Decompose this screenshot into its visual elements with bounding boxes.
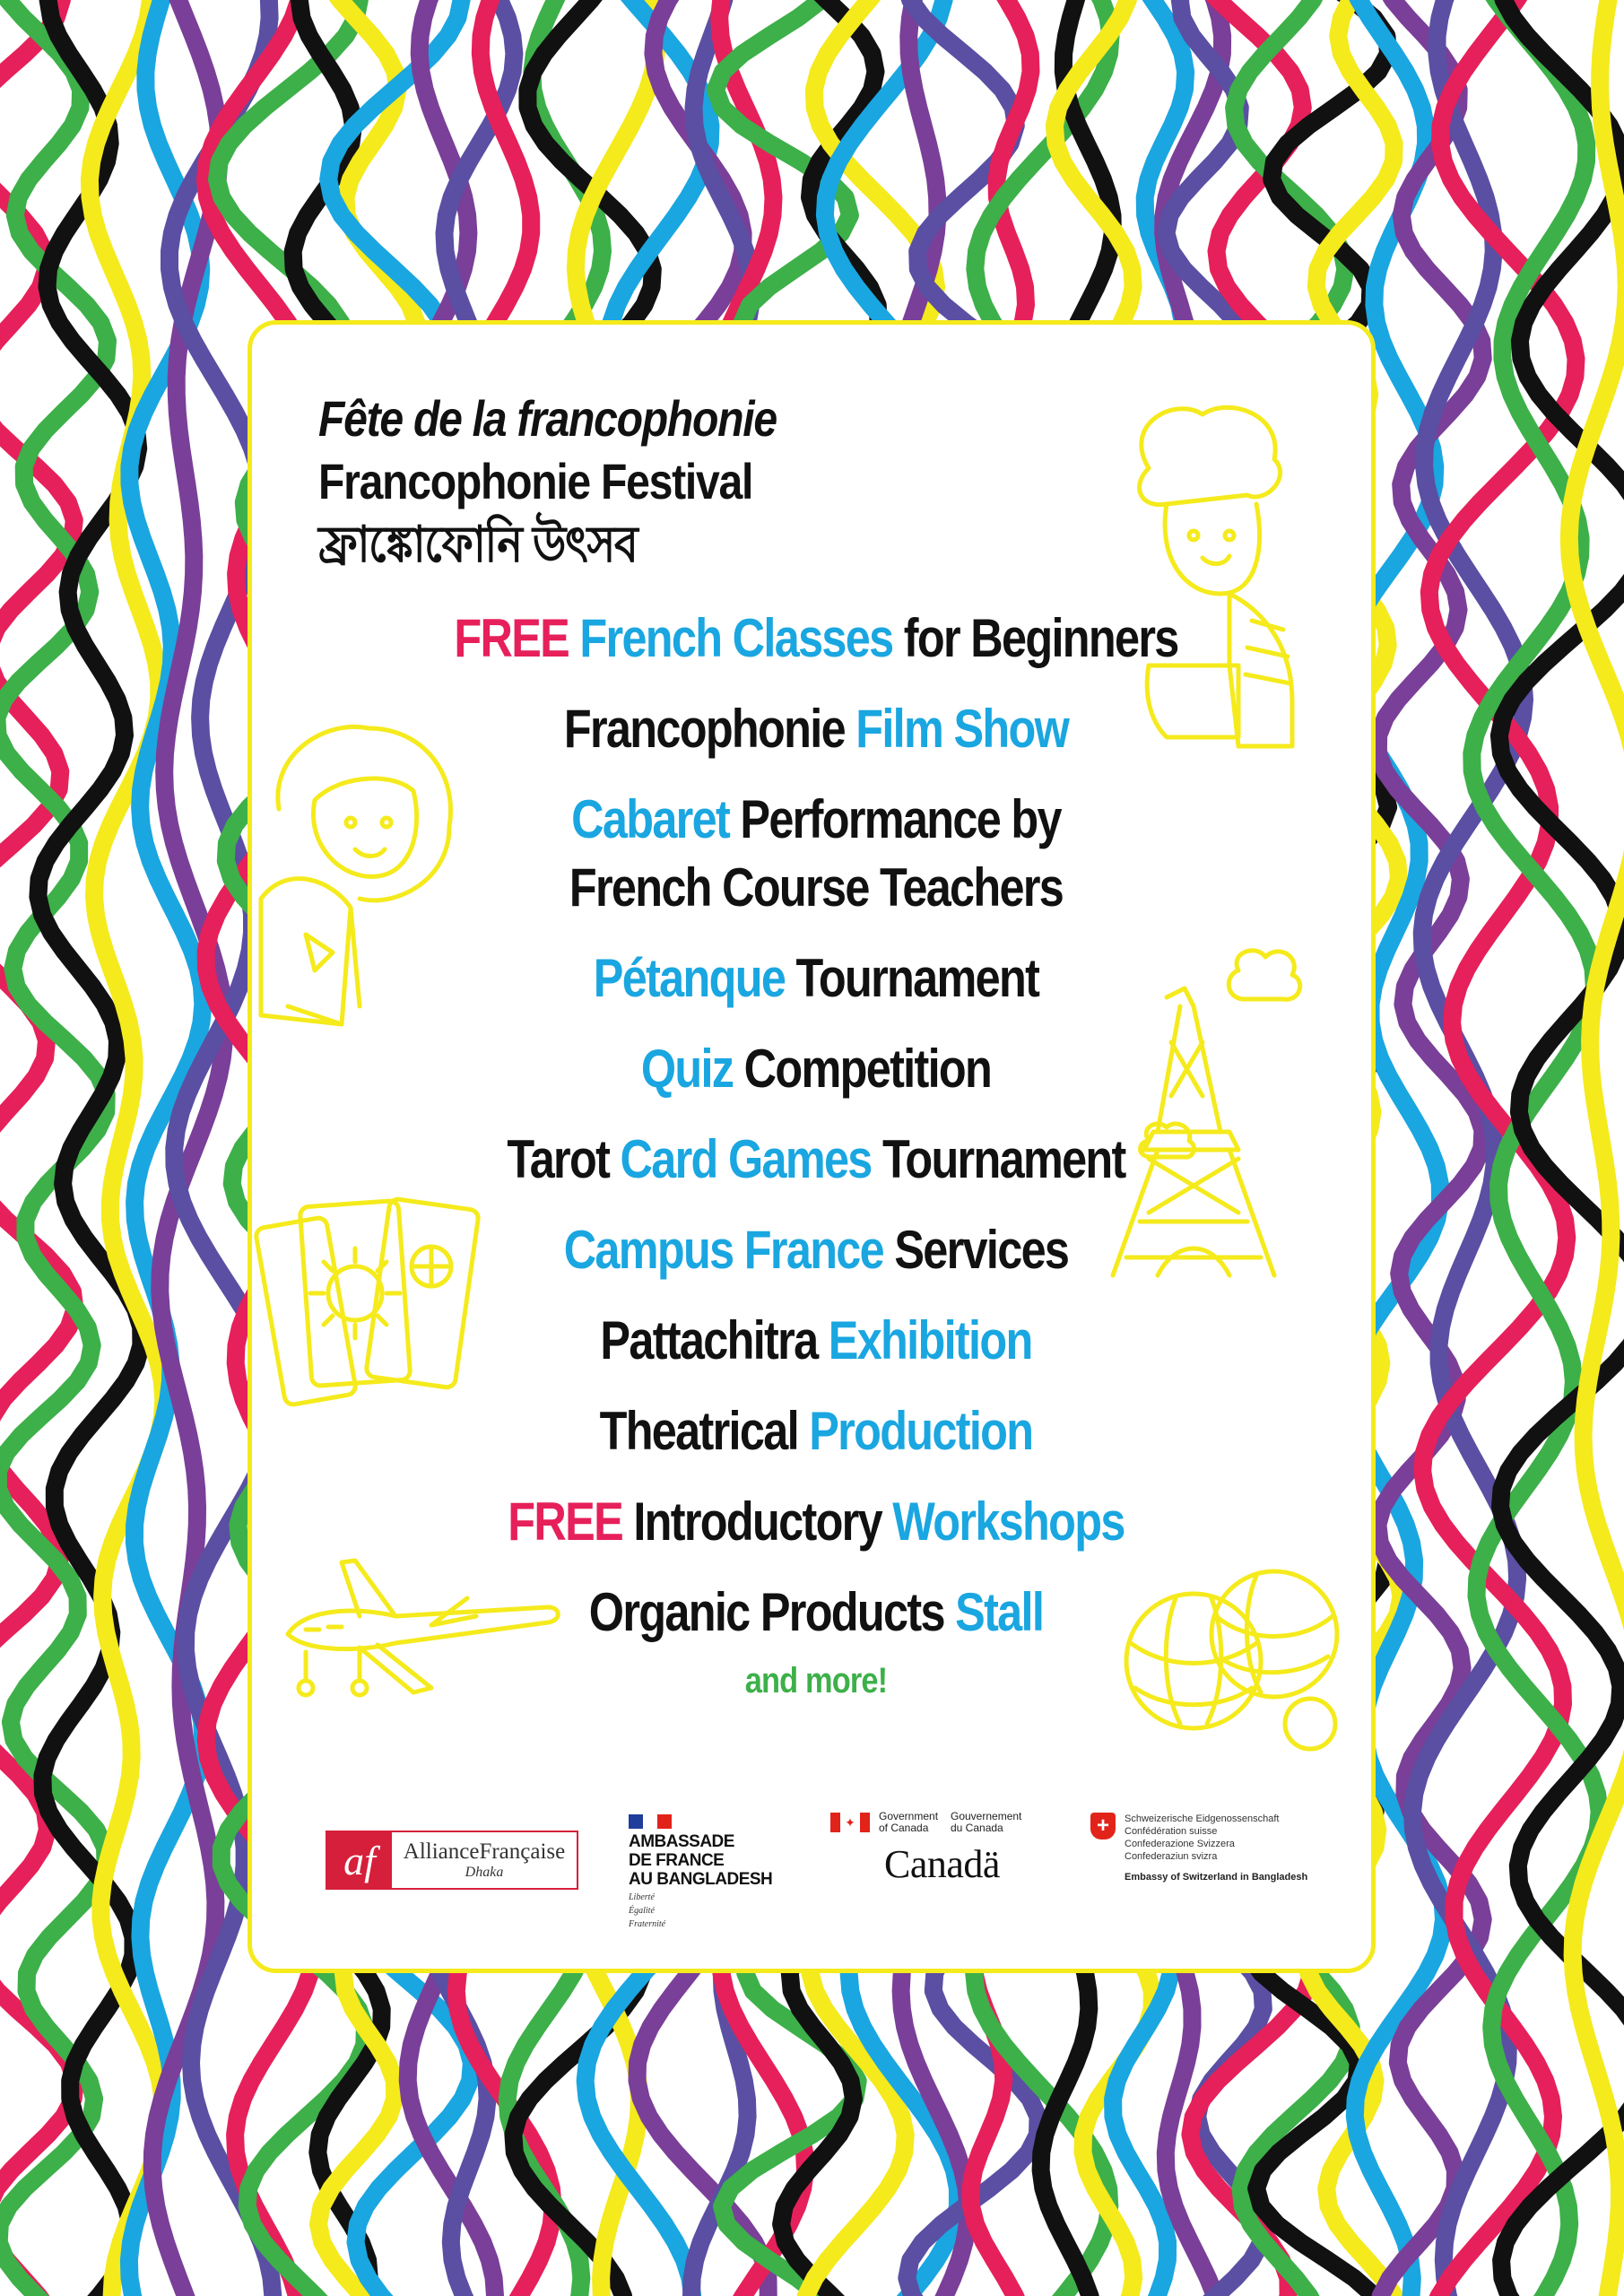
event-item: [343, 604, 1290, 673]
fr-line-2: DE FRANCE: [629, 1851, 725, 1870]
fr-motto-2: Égalité: [629, 1906, 655, 1916]
event-text-part: Tournament: [871, 1129, 1125, 1189]
event-text-part: Pattachitra: [600, 1310, 829, 1370]
event-text-part: Theatrical: [599, 1401, 810, 1461]
event-card: [248, 320, 1376, 1973]
fr-line-3: AU BANGLADESH: [629, 1870, 773, 1889]
event-text-part: Film Show: [855, 699, 1069, 759]
event-text-part: FREE: [454, 608, 569, 668]
wavy-stripe: [0, 0, 108, 2296]
government-of-canada-logo: [830, 1811, 1046, 1887]
event-text-part: Quiz: [640, 1039, 734, 1099]
event-text-part: Exhibition: [828, 1310, 1032, 1370]
event-text-line2: French Course Teachers: [569, 857, 1064, 918]
festival-title: [318, 387, 851, 576]
ca-gov-fr: Gouvernement du Canada: [951, 1810, 1022, 1834]
and-more-text: and more!: [744, 1661, 888, 1700]
ch-embassy: Embassy of Switzerland in Bangladesh: [1125, 1872, 1308, 1883]
ch-line-1: Schweizerische Eidgenossenschaft: [1125, 1813, 1280, 1824]
event-text-part: French Classes: [569, 608, 893, 668]
af-mark: af: [327, 1832, 392, 1888]
af-name: AllianceFrançaise: [403, 1839, 566, 1864]
embassy-of-switzerland-logo: [1090, 1813, 1324, 1883]
title-french: Fête de la francophonie: [318, 390, 777, 447]
event-text-part: Introductory: [622, 1492, 893, 1552]
event-item: [343, 1397, 1290, 1465]
canada-wordmark: Canadä: [884, 1842, 1000, 1886]
ch-line-2: Confédération suisse: [1125, 1826, 1218, 1837]
ch-line-3: Confederazione Svizzera: [1125, 1839, 1235, 1849]
event-text-part: for Beginners: [892, 608, 1178, 668]
event-text-part: Tarot: [507, 1129, 621, 1189]
event-text-part: Pétanque: [593, 948, 786, 1008]
event-item: [343, 1578, 1290, 1647]
ch-line-4: Confederaziun svizra: [1125, 1851, 1218, 1862]
sponsor-logos: [252, 1809, 1380, 1929]
event-text-part: Card Games: [620, 1129, 872, 1189]
title-bengali: ফ্রাঙ্কোফোনি উৎসব: [318, 516, 638, 572]
event-item: [343, 1126, 1290, 1194]
event-text-part: Competition: [733, 1039, 992, 1099]
event-list: [252, 604, 1380, 1647]
ambassade-de-france-logo: [629, 1814, 808, 1929]
event-text-part: Organic Products: [588, 1582, 956, 1642]
event-text-part: FREE: [508, 1492, 623, 1552]
event-text-part: Campus France: [563, 1220, 884, 1280]
event-item: [343, 1216, 1290, 1284]
fr-line-1: AMBASSADE: [629, 1832, 734, 1851]
alliance-francaise-logo: [326, 1831, 578, 1890]
event-text-part: Production: [809, 1401, 1033, 1461]
event-item: [343, 786, 1290, 922]
french-flag-icon: [629, 1814, 672, 1829]
event-item: [343, 1307, 1290, 1375]
af-city: Dhaka: [465, 1865, 504, 1880]
event-text-part: Francophonie: [563, 699, 856, 759]
fr-motto-3: Fraternité: [629, 1919, 666, 1929]
event-text-part: Workshops: [892, 1492, 1125, 1552]
event-text-part: Cabaret: [571, 789, 730, 849]
event-item: [343, 695, 1290, 763]
event-item: [343, 944, 1290, 1013]
fr-motto-1: Liberté: [629, 1892, 655, 1902]
event-item: [343, 1035, 1290, 1103]
ca-gov-en: Government of Canada: [879, 1810, 939, 1834]
title-english: Francophonie Festival: [318, 453, 753, 509]
event-text-part: Tournament: [785, 948, 1039, 1008]
event-text-part: Services: [883, 1220, 1069, 1280]
event-text-part: Performance by: [729, 789, 1061, 849]
canada-flag-icon: ✦: [830, 1813, 870, 1832]
swiss-cross-icon: +: [1090, 1813, 1116, 1839]
event-item: [343, 1488, 1290, 1556]
event-text-part: Stall: [955, 1582, 1044, 1642]
